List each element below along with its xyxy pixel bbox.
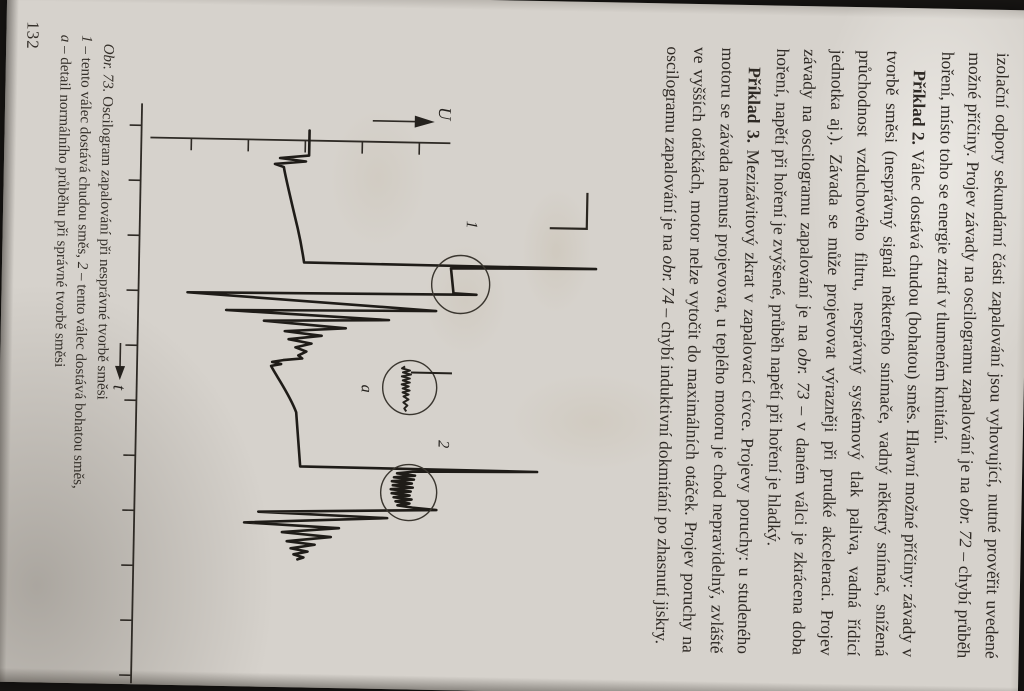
detail-a — [357, 359, 452, 415]
text-run: Příklad 3. — [743, 66, 765, 143]
text-run: Příklad 2. — [908, 69, 930, 145]
text-run: – chybí průběh hoření, místo toho se energie ztratí v tlumeném kmitání. — [930, 51, 976, 658]
text-run: – chybí induktivní dokmitání po zhasnutí jiskry. — [651, 303, 678, 644]
text-run: – detail normálního průběhu při správné tvorbě směsi — [50, 41, 73, 367]
u-axis-arrow-icon — [414, 115, 434, 127]
text-run: – tento válec dostává bohatou směs, — [69, 268, 90, 489]
text-run: – tento válec dostává chudou směs, — [74, 42, 95, 262]
figure-caption — [42, 34, 118, 635]
text-run: a — [56, 34, 73, 43]
u-axis — [150, 101, 455, 155]
page-number: 132 — [22, 20, 43, 50]
text-run: obr. 73 — [793, 347, 815, 400]
detail-a-label: a — [357, 384, 375, 393]
text-run: obr. 74 — [657, 254, 679, 304]
stray-scan-mark — [549, 192, 587, 229]
text-run: Oscilogram zapalování při nesprávné tvorbě směsi — [92, 91, 115, 400]
detail-a-waveform — [401, 366, 452, 412]
oscillogram-trace — [182, 128, 598, 565]
t-axis-label: t — [109, 384, 130, 390]
u-axis-label: U — [434, 106, 455, 120]
text-run: – v daném válci je zkrácena doba hoření, napětí při hoření je zvýšené, průběh napětí při hoření je hladký. — [763, 47, 814, 655]
detail-1-label: 1 — [462, 220, 480, 229]
text-run: Mezizávitový zkrat v zapalovací cívce. Projevy poruchy: u studeného motoru se závada nemusí projevovat, u teplého motoru je chod nepravidelný, zvláště ve vyšších otáčkách, motor nelze vytočit do maximálních otáček. Projev poruchy na oscilogramu zapalování je na — [658, 45, 764, 654]
text-run: obr. 72 — [955, 497, 977, 548]
u-axis-arrow-shaft — [372, 120, 418, 121]
detail-1-circle — [431, 254, 490, 313]
text-run: Obr. 73. — [98, 43, 116, 93]
text-run: 1 — [78, 34, 95, 43]
text-run: izolační odpory sekundární části zapalování jsou vyhovující, nutné prověřit uvedené možné příčiny. Projev závady na oscilogramu zapalování je na — [956, 51, 1013, 659]
text-run: 2 — [73, 261, 91, 270]
t-axis-arrow-icon — [114, 365, 124, 379]
text-run: Válec dostává chudou (bohatou) směs. Hlavní možné příčiny: závady v tvorbě směsi (nesprávný signál některého snímače, vadný některý snímač, snížená průchodnost vzduchového filtru, nesprávný systémový tlak paliva, vadná řídicí jednotka aj.). Závada se může projevovat výrazněji při prudké akceleraci. Projev závady na oscilogramu zapalování je na — [794, 48, 929, 657]
detail-2-label: 2 — [434, 439, 452, 448]
